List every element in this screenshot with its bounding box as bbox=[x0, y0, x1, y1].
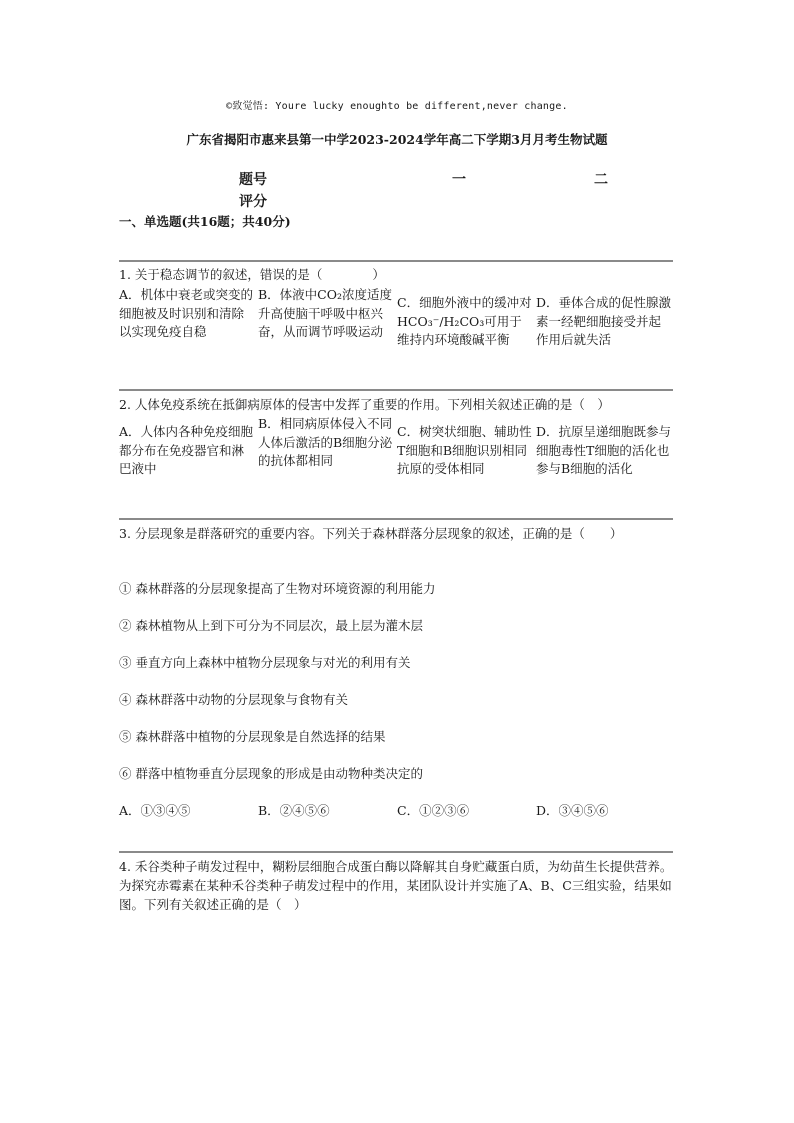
motto-text: ©致觉悟: Youre lucky enoughto be different,never change. bbox=[226, 101, 568, 112]
question-1-option-b[interactable]: B．体液中CO₂浓度适度升高使脑干呼吸中枢兴奋，从而调节呼吸运动 bbox=[258, 287, 393, 339]
score-col-1: 一 bbox=[452, 172, 466, 188]
question-2-option-d[interactable]: D．抗原呈递细胞既参与细胞毒性T细胞的活化也参与B细胞的活化 bbox=[536, 424, 672, 476]
question-1-stem: 1. 关于稳态调节的叙述，错误的是（ ） bbox=[119, 267, 385, 282]
score-col-2: 二 bbox=[594, 172, 608, 188]
question-divider bbox=[119, 851, 673, 853]
question-divider bbox=[119, 260, 673, 262]
question-1-options bbox=[119, 286, 675, 350]
question-2-options bbox=[119, 415, 675, 479]
question-2-option-a[interactable]: A．人体内各种免疫细胞都分布在免疫器官和淋巴液中 bbox=[119, 424, 254, 476]
question-3-statement-3: ③ 垂直方向上森林中植物分层现象与对光的利用有关 bbox=[119, 655, 411, 670]
question-3-statement-4: ④ 森林群落中动物的分层现象与食物有关 bbox=[119, 692, 348, 707]
question-divider bbox=[119, 389, 673, 391]
question-3-statement-1: ① 森林群落的分层现象提高了生物对环境资源的利用能力 bbox=[119, 581, 436, 596]
section-heading: 一、单选题(共16题；共40分) bbox=[119, 214, 291, 229]
question-3-option-a[interactable]: A．①③④⑤ bbox=[119, 803, 191, 818]
question-3-statement-5: ⑤ 森林群落中植物的分层现象是自然选择的结果 bbox=[119, 729, 386, 744]
exam-title: 广东省揭阳市惠来县第一中学2023-2024学年高二下学期3月月考生物试题 bbox=[186, 132, 608, 147]
question-3-statement-6: ⑥ 群落中植物垂直分层现象的形成是由动物种类决定的 bbox=[119, 766, 423, 781]
question-3-option-b[interactable]: B．②④⑤⑥ bbox=[258, 803, 330, 818]
question-3-options bbox=[119, 801, 675, 819]
question-3-stem: 3. 分层现象是群落研究的重要内容。下列关于森林群落分层现象的叙述，正确的是（ ） bbox=[119, 526, 623, 541]
question-divider bbox=[119, 518, 673, 520]
question-2-stem: 2. 人体免疫系统在抵御病原体的侵害中发挥了重要的作用。下列相关叙述正确的是（ ） bbox=[119, 397, 610, 412]
question-4-stem: 4. 禾谷类种子萌发过程中，糊粉层细胞合成蛋白酶以降解其自身贮藏蛋白质，为幼苗生长提供营养。为探究赤霉素在某种禾谷类种子萌发过程中的作用，某团队设计并实施了A、B、C三组实验，结果如图。下列有关叙述正确的是（ ） bbox=[119, 859, 673, 912]
question-3-option-c[interactable]: C．①②③⑥ bbox=[397, 803, 470, 818]
score-row-label-score: 评分 bbox=[239, 194, 267, 210]
question-3-option-d[interactable]: D．③④⑤⑥ bbox=[536, 803, 609, 818]
question-1-option-c[interactable]: C．细胞外液中的缓冲对HCO₃⁻/H₂CO₃可用于维持内环境酸碱平衡 bbox=[397, 295, 532, 347]
question-1-option-d[interactable]: D．垂体合成的促性腺激素一经靶细胞接受并起作用后就失活 bbox=[536, 295, 672, 347]
question-2-option-b[interactable]: B．相同病原体侵入不同人体后激活的B细胞分泌的抗体都相同 bbox=[258, 416, 393, 468]
question-2-option-c[interactable]: C．树突状细胞、辅助性T细胞和B细胞识别相同抗原的受体相同 bbox=[397, 424, 532, 476]
question-3-statement-2: ② 森林植物从上到下可分为不同层次，最上层为灌木层 bbox=[119, 618, 423, 633]
score-row-label-number: 题号 bbox=[239, 172, 267, 188]
question-1-option-a[interactable]: A．机体中衰老或突变的细胞被及时识别和清除以实现免疫自稳 bbox=[119, 287, 254, 339]
